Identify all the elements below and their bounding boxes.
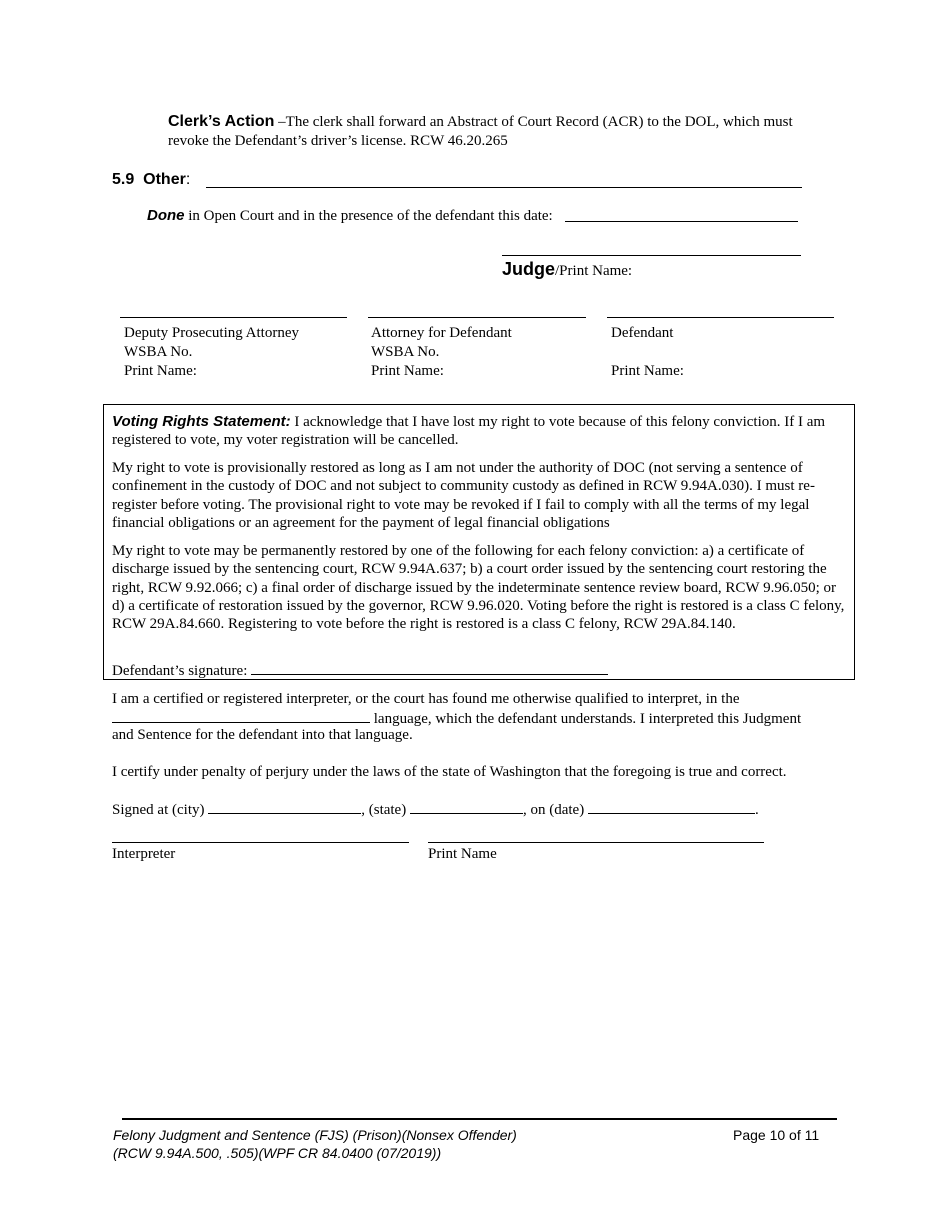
- interpreter-signature-line[interactable]: [112, 842, 409, 843]
- interpreter-print-name-line[interactable]: [428, 842, 764, 843]
- footer-title-line2: (RCW 9.94A.500, .505)(WPF CR 84.0400 (07/2019)): [113, 1145, 442, 1161]
- defendant-signature-line[interactable]: [607, 317, 834, 318]
- defendant-role: Defendant: [611, 325, 674, 341]
- prosecutor-wsba: WSBA No.: [124, 344, 193, 360]
- defense-attorney-signature-line[interactable]: [368, 317, 586, 318]
- section-5-9-heading: [112, 171, 190, 189]
- defense-attorney-wsba: WSBA No.: [371, 344, 440, 360]
- section-number: 5.9: [112, 171, 135, 188]
- footer-title-line1: Felony Judgment and Sentence (FJS) (Prison)(Nonsex Offender): [113, 1127, 517, 1143]
- done-text: in Open Court and in the presence of the defendant this date:: [184, 208, 553, 224]
- done-date-line[interactable]: [565, 221, 798, 222]
- signed-at-label: Signed at (city): [112, 802, 209, 818]
- city-blank[interactable]: [208, 800, 361, 814]
- page-number: Page 10 of 11: [733, 1127, 820, 1143]
- section-colon: :: [185, 171, 191, 188]
- interpreter-line3: and Sentence for the defendant into that language.: [112, 727, 413, 743]
- prosecutor-signature-line[interactable]: [120, 317, 347, 318]
- language-blank[interactable]: [112, 709, 370, 723]
- clerk-action-text: –The clerk shall forward an Abstract of Court Record (ACR) to the DOL, which must: [274, 114, 793, 130]
- judge-print-name: /Print Name:: [555, 263, 633, 279]
- defense-attorney-role: Attorney for Defendant: [371, 325, 512, 341]
- footer-rule: [122, 1118, 837, 1120]
- date-label: , on (date): [522, 802, 588, 818]
- interpreter-line1: I am a certified or registered interpreter, or the court has found me otherwise qualified to interpret, in the: [112, 691, 740, 707]
- clerk-action-heading: Clerk’s Action: [168, 113, 275, 130]
- judge-signature-line[interactable]: [502, 255, 801, 256]
- prosecutor-role: Deputy Prosecuting Attorney: [124, 325, 299, 341]
- defendant-signature-blank[interactable]: [251, 661, 608, 675]
- voting-rights-p3: My right to vote may be permanently restored by one of the following for each felony conviction: a) a certificate of discharge issued by the sentencing court, RCW 9.94A.637; b) a court order issued by the sentencing court restoring the right, RCW 9.92.066; c) a final order of discharge issued by the indeterminate sentence review board, RCW 9.96.050; or d) a certificate of restoration issued by the governor, RCW 9.96.020. Voting before the right is restored is a class C felony, RCW 29A.84.660. Registering to vote before the right is restored is a class C felony, RCW 29A.84.140.: [112, 543, 845, 633]
- prosecutor-print-name: Print Name:: [124, 363, 197, 379]
- voting-rights-p1: [112, 413, 847, 450]
- voting-rights-heading-colon: :: [285, 413, 291, 430]
- signed-period: .: [754, 802, 759, 818]
- done-statement: [147, 207, 553, 225]
- done-word: Done: [147, 207, 185, 224]
- section-label: Other: [143, 171, 186, 188]
- state-blank[interactable]: [410, 800, 523, 814]
- defendant-signature-row: [112, 661, 608, 680]
- perjury-certification: I certify under penalty of perjury under the laws of the state of Washington that the foregoing is true and correct.: [112, 764, 787, 780]
- judge-label: [502, 259, 632, 280]
- clerk-action-line1: [168, 113, 793, 131]
- defense-attorney-print-name: Print Name:: [371, 363, 444, 379]
- clerk-action-line2: revoke the Defendant’s driver’s license. RCW 46.20.265: [168, 133, 508, 149]
- interpreter-line2: [112, 709, 801, 728]
- voting-rights-p1-text: I acknowledge that I have lost my right to vote because of this felony conviction. If I am registered to vote, my voter registration will be cancelled.: [112, 414, 826, 449]
- print-name-label: Print Name: [428, 846, 497, 862]
- judge-word: Judge: [502, 259, 556, 279]
- interpreter-line2-text: language, which the defendant understands. I interpreted this Judgment: [370, 711, 802, 727]
- other-blank-line[interactable]: [206, 187, 802, 188]
- voting-rights-p2: My right to vote is provisionally restored as long as I am not under the authority of DOC (not serving a sentence of confinement in the custody of DOC and not subject to community custody as defined in RCW 9.94A.030). I must re-register before voting. The provisional right to vote may be revoked if I fail to comply with all the terms of my legal financial obligations or an agreement for the payment of legal financial obligations: [112, 460, 815, 531]
- date-blank[interactable]: [588, 800, 755, 814]
- defendant-signature-label: Defendant’s signature:: [112, 663, 252, 679]
- defendant-print-name: Print Name:: [611, 363, 684, 379]
- voting-rights-heading: Voting Rights Statement: [112, 413, 286, 430]
- signed-at-row: [112, 800, 759, 819]
- interpreter-label: Interpreter: [112, 846, 176, 862]
- state-label: , (state): [361, 802, 410, 818]
